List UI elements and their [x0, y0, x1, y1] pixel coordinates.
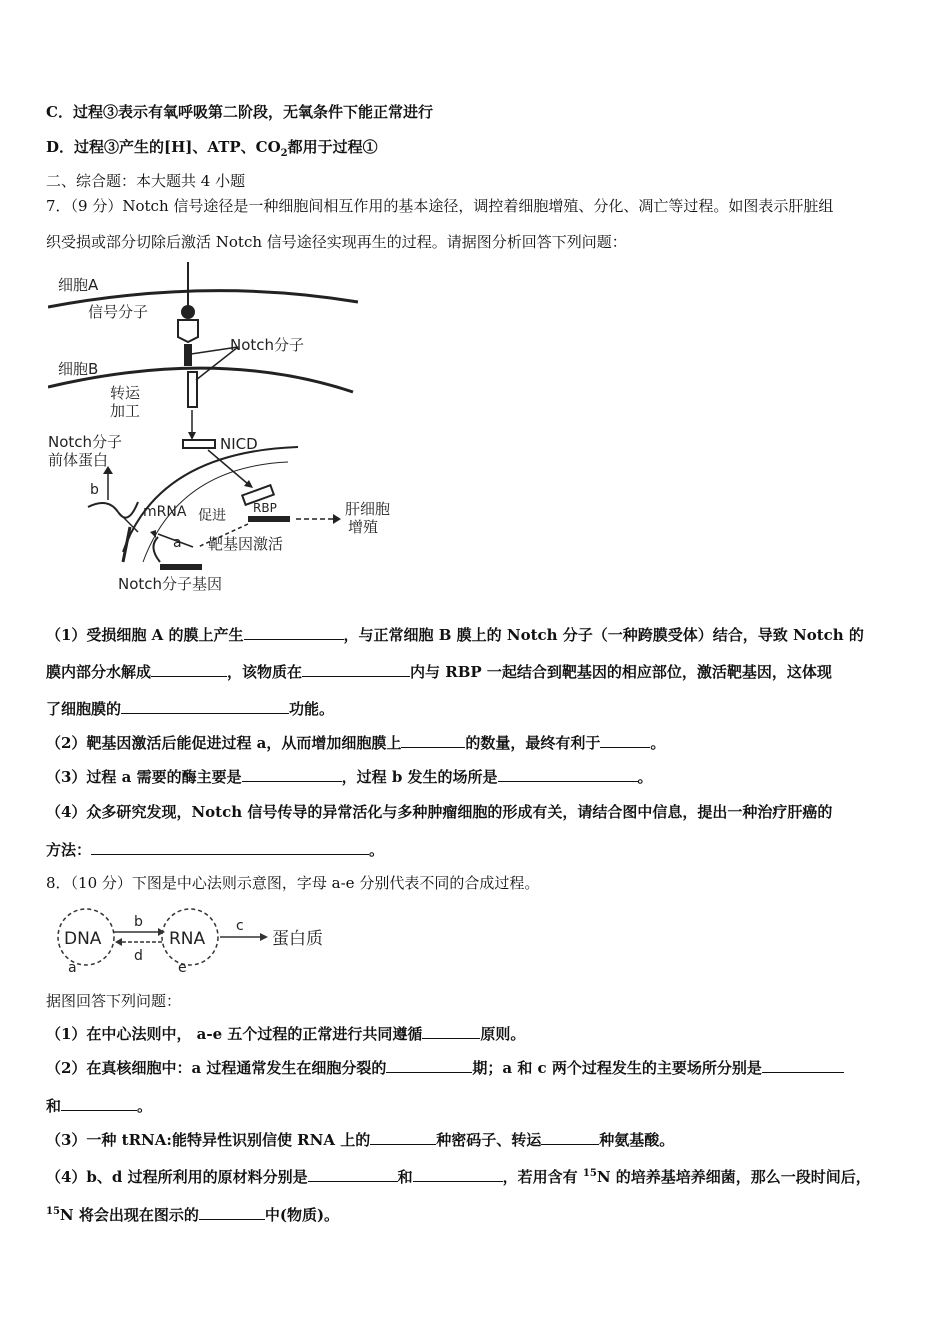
- q8-part1: （1）在中心法则中， a-e 五个过程的正常进行共同遵循 原则。: [46, 1025, 526, 1043]
- option-d: D．过程③产生的[H]、ATP、$CO_2$都用于过程①: [46, 138, 378, 159]
- label-notch-gene: Notch分子基因: [118, 575, 223, 593]
- label-liver-1: 肝细胞: [345, 500, 391, 518]
- q7-part3: （3）过程 a 需要的酶主要是 ，过程 b 发生的场所是 。: [46, 768, 653, 786]
- option-c: C．过程③表示有氧呼吸第二阶段，无氧条件下能正常进行: [46, 103, 433, 121]
- label-nicd: NICD: [220, 435, 258, 453]
- label-e: e: [178, 960, 187, 976]
- notch-pathway-figure: [48, 262, 408, 597]
- label-cell-a: 细胞A: [58, 276, 99, 294]
- label-d: d: [134, 948, 143, 964]
- label-a: a: [68, 960, 77, 976]
- label-liver-2: 增殖: [348, 518, 379, 536]
- q8-prompt: 据图回答下列问题：: [46, 992, 182, 1010]
- q7-part4-line2: 方法： 。: [46, 841, 385, 859]
- label-process-b: b: [90, 482, 99, 498]
- label-process-a: a: [173, 535, 182, 551]
- label-target-gene: 靶基因激活: [208, 535, 284, 553]
- label-rbp: RBP: [253, 501, 277, 515]
- section-heading: 二、综合题：本大题共 4 小题: [46, 172, 246, 190]
- label-cell-b: 细胞B: [58, 360, 99, 378]
- q8-part2-line1: （2）在真核细胞中：a 过程通常发生在细胞分裂的 期；a 和 c 两个过程发生的主要场所分别是: [46, 1058, 844, 1078]
- q7-part2: （2）靶基因激活后能促进过程 a，从而增加细胞膜上 的数量，最终有利于 。: [46, 734, 666, 752]
- q7-part4-line1: （4）众多研究发现，Notch 信号传导的异常活化与多种肿瘤细胞的形成有关，请结合图中信息，提出一种治疗肝癌的: [46, 803, 833, 821]
- q7-stem-line1: 7．（9 分）Notch 信号途径是一种细胞间相互作用的基本途径，调控着细胞增殖、分化、凋亡等过程。如图表示肝脏组: [46, 197, 834, 215]
- label-precursor-1: Notch分子: [48, 433, 123, 451]
- q8-part3: （3）一种 tRNA:能特异性识别信使 RNA 上的 种密码子、转运 种氨基酸。: [46, 1131, 675, 1149]
- label-transport: 转运: [110, 384, 141, 402]
- label-dna: DNA: [64, 929, 102, 949]
- label-promote: 促进: [198, 508, 226, 524]
- label-protein: 蛋白质: [272, 929, 323, 949]
- q7-part1-line2: 膜内部分水解成 ，该物质在 内与 RBP 一起结合到靶基因的相应部位，激活靶基因，这体现: [46, 663, 832, 681]
- label-rna: RNA: [169, 929, 206, 949]
- label-signal-molecule: 信号分子: [88, 303, 149, 321]
- q7-part1-line3: 了细胞膜的 功能。: [46, 700, 335, 718]
- label-notch-molecule: Notch分子: [230, 336, 305, 354]
- label-process: 加工: [110, 402, 141, 420]
- q8-part2-line2: 和 。: [46, 1097, 153, 1115]
- q7-part1-line1: （1）受损细胞 A 的膜上产生 ，与正常细胞 B 膜上的 Notch 分子（一种跨膜受体）结合，导致 Notch 的: [46, 626, 864, 644]
- q8-stem: 8．（10 分）下图是中心法则示意图，字母 a-e 分别代表不同的合成过程。: [46, 874, 540, 892]
- q8-part4-line2: $^{15}$N 将会出现在图示的 中(物质)。: [46, 1206, 340, 1224]
- q7-stem-line2: 织受损或部分切除后激活 Notch 信号途径实现再生的过程。请据图分析回答下列问题：: [46, 233, 627, 251]
- label-c: c: [236, 918, 244, 934]
- central-dogma-figure: [50, 904, 340, 976]
- label-precursor-2: 前体蛋白: [48, 451, 109, 469]
- label-mrna: mRNA: [143, 504, 187, 520]
- q8-part4-line1: （4）b、d 过程所利用的原材料分别是 和 ，若用含有 $^{15}$N 的培养基培养细菌，那么一段时间后，: [46, 1168, 871, 1186]
- label-b: b: [134, 914, 143, 930]
